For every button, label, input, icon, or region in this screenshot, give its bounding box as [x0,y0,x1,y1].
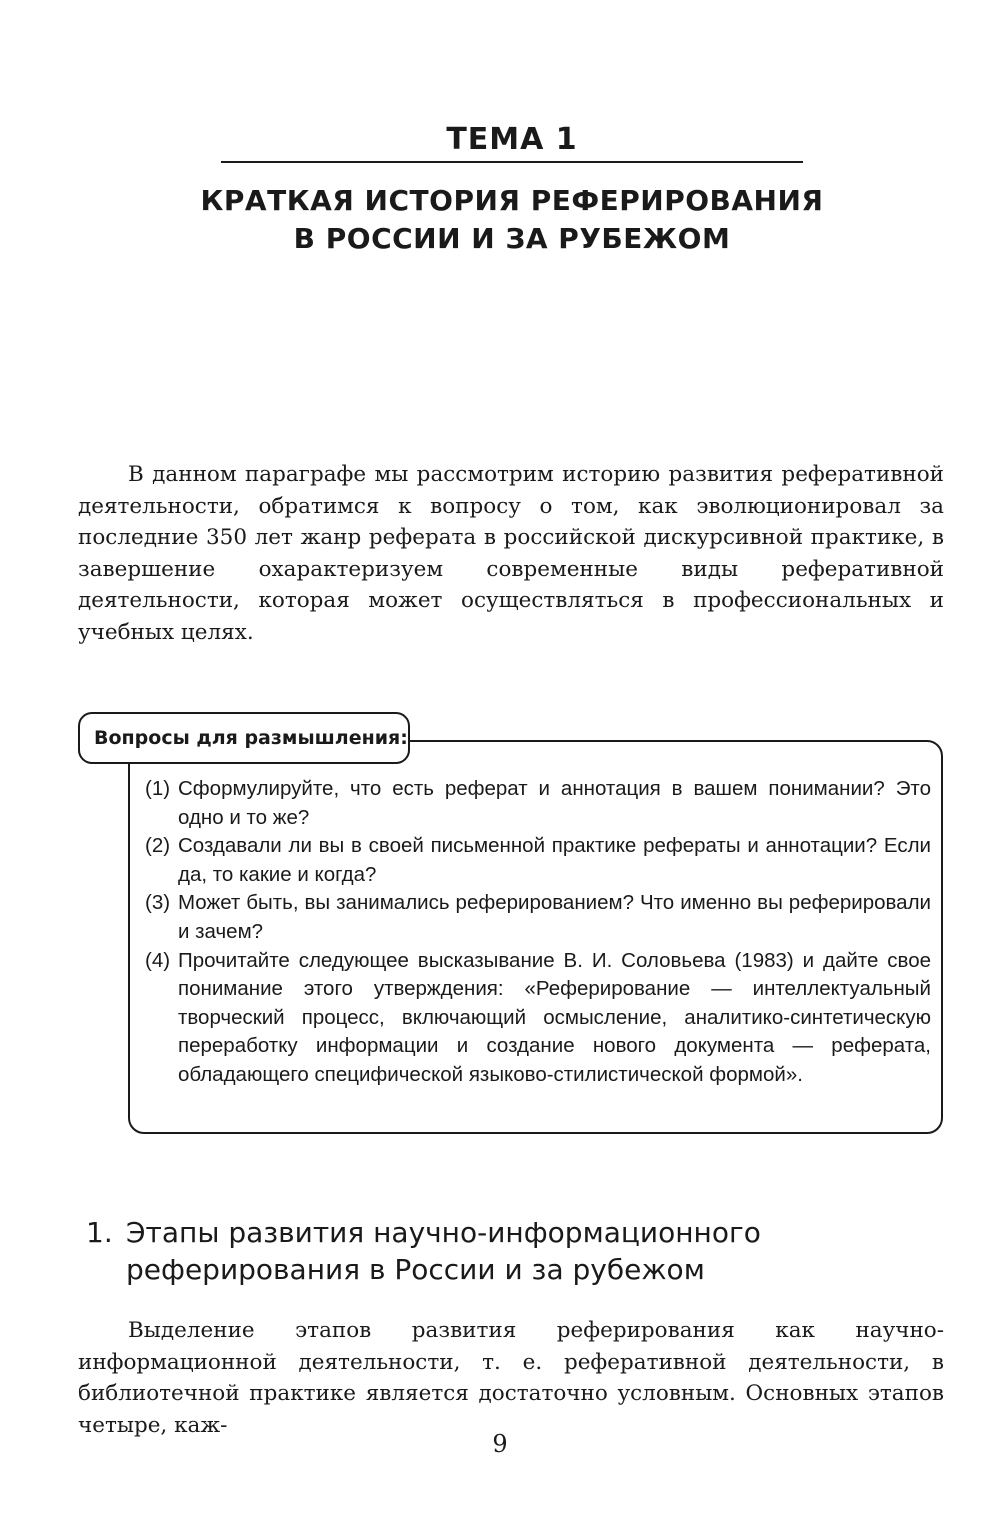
question-text: Прочитайте следующее высказывание В. И. Соловьева (1983) и дайте свое понимание этого утверждения: «Реферирование — интеллектуальный творческий процесс, включающий осмысление, аналитико-синтетическую переработку информации и создание нового документа — реферата, обладающего специфической языково-стилистической формой». [178,948,931,1086]
section-number: 1. [86,1216,113,1249]
question-number: (2) [145,834,171,858]
page-number: 9 [492,1430,508,1458]
topic-underline [221,161,803,163]
question-item [145,775,931,832]
topic-label: ТЕМА 1 [446,122,578,157]
section-heading [86,1214,946,1288]
intro-paragraph: В данном параграфе мы рассмотрим историю развития реферативной деятельности, обратимся к вопросу о том, как эволюционировал за последние 350 лет жанр реферата в российской дискурсивной практике, в завершение охарактеризуем современные виды реферативной деятельности, которая может осуществляться в профессиональных и учебных целях. [78,462,944,645]
question-item [145,832,931,889]
question-text: Может быть, вы занимались реферированием? Что именно вы реферировали и зачем? [178,891,931,943]
chapter-title-line-1: КРАТКАЯ ИСТОРИЯ РЕФЕРИРОВАНИЯ [200,184,824,217]
question-item [145,889,931,946]
section-title-line-1: Этапы развития научно-информационного [126,1216,761,1249]
question-text: Создавали ли вы в своей письменной практике рефераты и аннотации? Если да, то какие и когда? [178,834,931,886]
question-number: (3) [145,891,171,915]
question-number: (1) [145,777,171,800]
question-number: (4) [145,948,171,972]
question-text: Сформулируйте, что есть реферат и аннотация в вашем понимании? Это одно и то же? [178,777,931,829]
section-paragraph: Выделение этапов развития реферирования как научно-информационной деятельности, т. е. реферативной деятельности, в библиотечной практике является достаточно условным. Основных этапов четыре, каж- [78,1318,944,1438]
questions-list [145,775,931,1090]
chapter-title-line-2: В РОССИИ И ЗА РУБЕЖОМ [293,222,731,255]
question-item [145,947,931,1090]
section-title-line-2: реферирования в России и за рубежом [126,1253,705,1286]
questions-title: Вопросы для размышления: [78,712,410,764]
chapter-title [150,182,874,258]
